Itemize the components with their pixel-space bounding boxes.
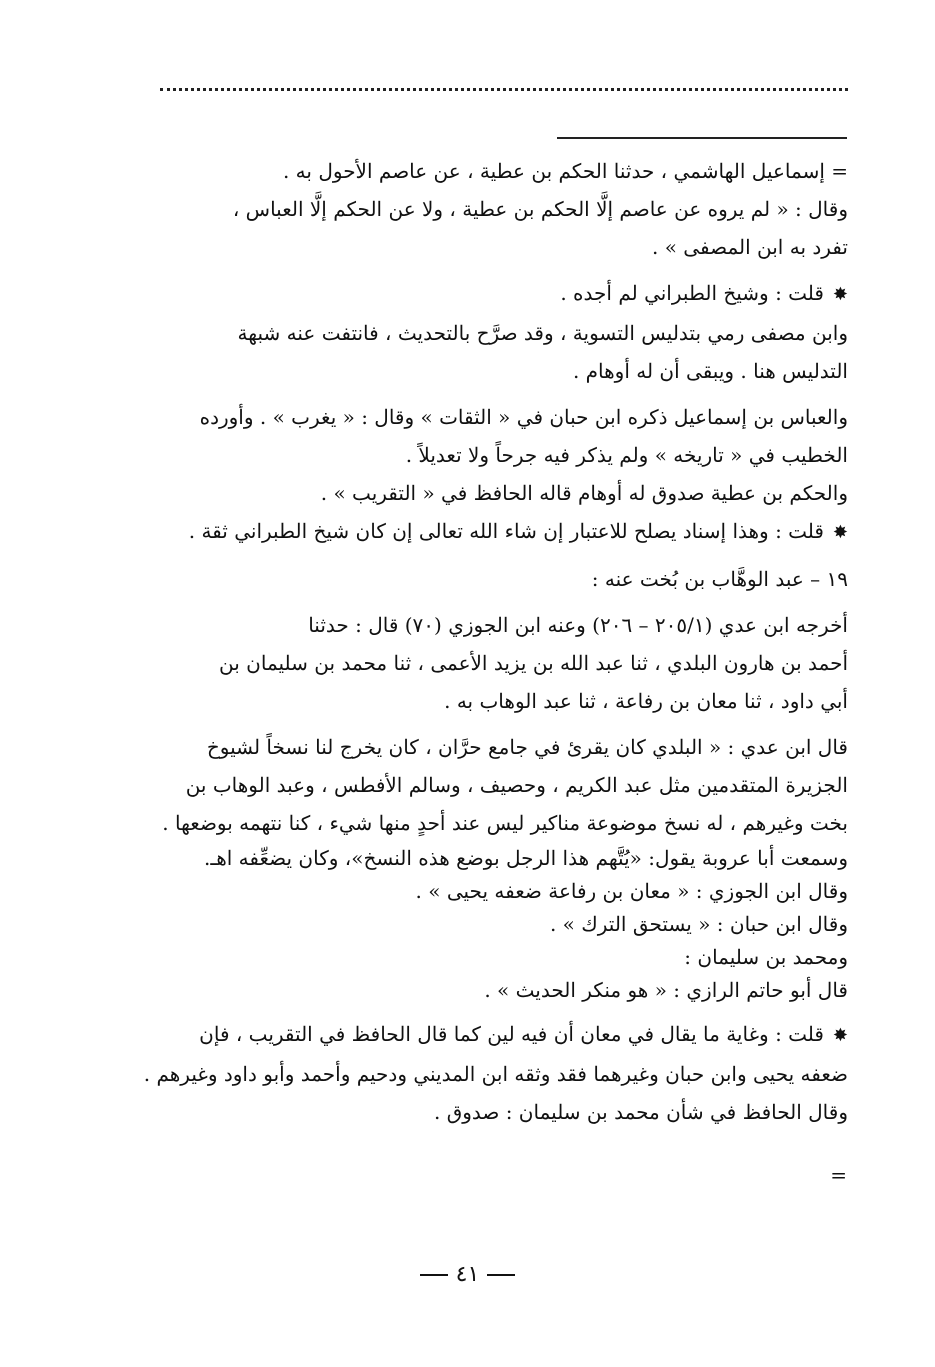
spacer [138, 390, 848, 398]
section-heading: ١٩ – عبد الوهَّاب بن بُخت عنه : [591, 567, 848, 591]
text-line: التدليس هنا . ويبقى أن له أوهام . [572, 359, 848, 383]
text-line-with-star [138, 1015, 848, 1055]
text-line: بخت وغيرهم ، له نسخ موضوعة مناكير ليس عند أحدٍ منها شيء ، كنا نتهمه بوضعها . [162, 811, 848, 835]
text-line: = إسماعيل الهاشمي ، حدثنا الحكم بن عطية ، عن عاصم الأحول به . [282, 159, 848, 183]
text-line: والعباس بن إسماعيل ذكره ابن حبان في « الثقات » وقال : « يغرب » . وأورده [199, 405, 848, 429]
footnote-separator-rule [557, 137, 847, 139]
text-line: ضعفه يحيى وابن حبان وغيرهما فقد وثقه ابن المديني ودحيم وأحمد وأبو داود وغيرهم . [143, 1062, 848, 1086]
spacer [138, 720, 848, 728]
text-line: الخطيب في « تاريخه » ولم يذكر فيه جرحاً ولا تعديلاً . [405, 443, 848, 467]
text-line: قال أبو حاتم الرازي : « هو منكر الحديث » . [484, 978, 848, 1002]
text-line: والحكم بن عطية صدوق له أوهام قاله الحافظ في « التقريب » . [320, 481, 848, 505]
text-line-with-star [138, 274, 848, 314]
spacer [138, 598, 848, 606]
text-line-with-star [138, 512, 848, 552]
spacer [138, 266, 848, 274]
text-line: قلت : وغاية ما يقال في معان أن فيه لين كما قال الحافظ في التقريب ، فإن [199, 1022, 824, 1046]
page-body [138, 152, 848, 1131]
text-line: وقال ابن حبان : « يستحق الترك » . [549, 912, 848, 936]
text-line: ومحمد بن سليمان : [684, 945, 848, 969]
text-line: قلت : وهذا إسناد يصلح للاعتبار إن شاء الله تعالى إن كان شيخ الطبراني ثقة . [188, 519, 824, 543]
dotted-header-rule [160, 88, 848, 95]
text-line: وسمعت أبا عروبة يقول: «يُتَّهم هذا الرجل بوضع هذه النسخ»، وكان يضعِّفه اهـ. [204, 846, 848, 870]
text-line: وقال : « لم يروه عن عاصم إلَّا الحكم بن عطية ، ولا عن الحكم إلَّا العباس ، [232, 197, 848, 221]
text-line: أبي داود ، ثنا معان بن رفاعة ، ثنا عبد الوهاب به . [444, 689, 848, 713]
text-line: وقال ابن الجوزي : « معان بن رفاعة ضعفه يحيى » . [415, 879, 848, 903]
page-number-footer [0, 1262, 935, 1287]
text-line: تفرد به ابن المصفى » . [652, 235, 848, 259]
spacer [138, 552, 848, 560]
footer-dash-right [420, 1274, 448, 1276]
spacer [138, 1007, 848, 1015]
star-ornament-icon: ✸ [832, 1025, 848, 1046]
footer-dash-left [487, 1274, 515, 1276]
text-line: قلت : وشيخ الطبراني لم أجده . [560, 281, 824, 305]
text-line: وابن مصفى رمي بتدليس التسوية ، وقد صرَّح بالتحديث ، فانتفت عنه شبهة [237, 321, 848, 345]
text-line: وقال الحافظ في شأن محمد بن سليمان : صدوق . [433, 1100, 848, 1124]
text-line: الجزيرة المتقدمين مثل عبد الكريم ، وحصيف ، وسالم الأفطس ، وعبد الوهاب بن [185, 773, 848, 797]
text-line: قال ابن عدي : « البلدي كان يقرئ في جامع حرَّان ، كان يخرج لنا نسخاً لشيوخ [206, 735, 848, 759]
continuation-mark: = [830, 1163, 847, 1187]
text-line: أحمد بن هارون البلدي ، ثنا عبد الله بن يزيد الأعمى ، ثنا محمد بن سليمان بن [219, 651, 848, 675]
text-line: أخرجه ابن عدي (٢٠٥/١ – ٢٠٦) وعنه ابن الجوزي (٧٠) قال : حدثنا [308, 613, 848, 637]
page-number: ٤١ [455, 1262, 480, 1287]
star-ornament-icon: ✸ [832, 522, 848, 543]
star-ornament-icon: ✸ [832, 284, 848, 305]
